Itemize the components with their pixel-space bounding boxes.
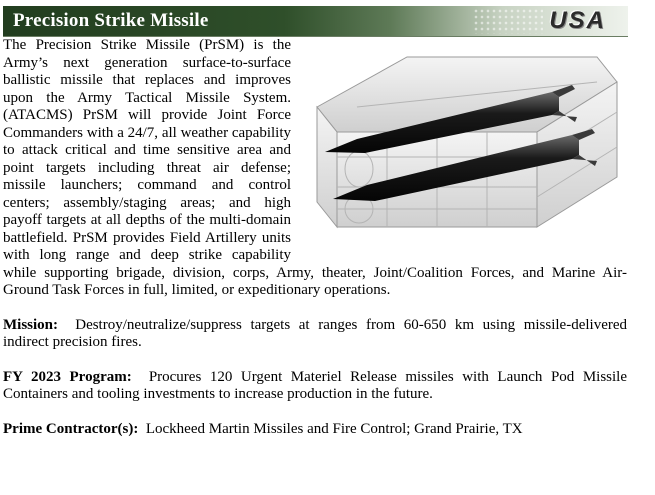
page-header: [3, 6, 628, 37]
contractor-paragraph: [3, 421, 627, 439]
contractor-text: Lockheed Martin Missiles and Fire Control; Grand Prairie, TX: [145, 420, 523, 437]
mission-label: Mission:: [3, 316, 59, 333]
header-dot-pattern: [473, 8, 543, 34]
mission-text: Destroy/neutralize/suppress targets at ranges from 60-650 km using missile-delivered indirect precision fires.: [3, 316, 628, 350]
program-label: FY 2023 Program:: [3, 368, 132, 385]
country-label: USA: [549, 7, 606, 34]
contractor-label: Prime Contractor(s):: [3, 420, 139, 437]
article-body: [3, 37, 627, 438]
program-text: Procures 120 Urgent Materiel Release missiles with Launch Pod Missile Containers and tooling investments to increase production in the future.: [3, 368, 627, 402]
page-title: Precision Strike Missile: [13, 10, 209, 31]
missile-launch-pod-image: [297, 37, 627, 251]
mission-paragraph: [3, 317, 627, 352]
intro-paragraph: The Precision Strike Missile (PrSM) is the Army’s next generation surface-to-surface ballistic missile that replaces and improves upon the Army Tactical Missile System. (ATACMS) PrSM will provide Joint Force Commanders with a 24/7, all weather capability to attack critical and time sensitive area and point targets including threat air defense; missile launchers; command and control centers; assembly/staging areas; and high payoff targets at all depths of the multi-domain battlefield. PrSM provides Field Artillery units with long range and deep strike capability while supporting brigade, division, corps, Army, theater, Joint/Coalition Forces, and Marine Air-Ground Task Forces in full, limited, or expeditionary operations.: [3, 37, 627, 298]
program-paragraph: [3, 369, 627, 404]
